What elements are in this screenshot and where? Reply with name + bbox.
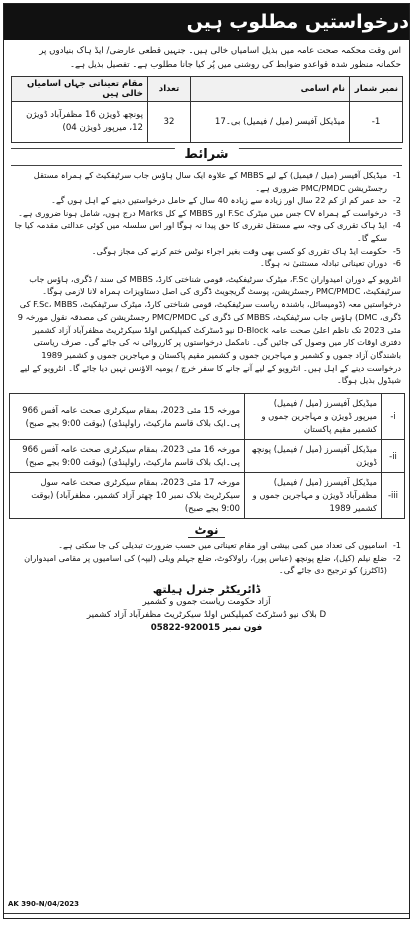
schedule-post: میڈیکل آفیسرز (میل / فیمیل) پونچھ ڈویژن	[245, 440, 382, 473]
table-row	[10, 473, 405, 519]
condition-text: حد عمر کم از کم 22 سال اور زیادہ سے زیادہ 40 سال کے حامل درخواستیں دینے کے اہل ہوں گے۔	[51, 195, 387, 206]
note-heading-text: نوٹ	[188, 523, 224, 538]
list-item	[12, 194, 401, 207]
schedule-number: ii-	[382, 440, 405, 473]
schedule-number: i-	[382, 394, 405, 440]
signature-phone: فون نمبر 920015-05822	[150, 622, 263, 633]
condition-number: 1-	[392, 170, 401, 180]
post-name: میڈیکل آفیسر (میل / فیمیل) بی۔17	[191, 102, 350, 143]
list-item	[12, 245, 401, 258]
schedule-detail: مورخہ 16 مئی 2023، بمقام سیکرٹری صحت عامہ آفس 966 پی۔ایک بلاک قاسم مارکیٹ، راولپنڈی) (بوقت 9:00 بجے صبح)	[10, 440, 245, 473]
posts-table	[11, 76, 403, 143]
condition-text: دوران تعیناتی تبادلہ مستثنیٰ نہ ہوگا۔	[259, 258, 387, 269]
schedule-post: میڈیکل آفیسرز (میل / فیمیل) مظفرآباد ڈویژن و مہاجرین جموں و کشمیر 1989	[245, 473, 382, 519]
condition-text: درخواست کے ہمراہ CV جس میں میٹرک F.Sc اور MBBS کے کل Marks درج ہوں، شامل ہونا ضروری ہے۔	[18, 207, 387, 218]
schedule-detail: مورخہ 17 مئی 2023، بمقام سیکرٹری صحت عامہ سول سیکرٹریٹ بلاک نمبر 10 چھتر آزاد کشمیر، مظفرآباد) (بوقت 9:00 بجے صبح)	[10, 473, 245, 519]
conditions-heading: شرائط	[174, 147, 238, 162]
note-number: 1-	[392, 540, 401, 551]
posts-table-header	[12, 77, 403, 102]
post-place: پونچھ ڈویژن 16 مظفرآباد ڈویژن 12، میرپور ڈویژن 04)	[12, 102, 148, 143]
note-number: 2-	[392, 552, 401, 563]
signature-line-2: D بلاک نیو ڈسٹرکٹ کمپلیکس اولڈ سیکرٹریٹ مظفرآباد آزاد کشمیر	[86, 609, 327, 620]
schedule-post: میڈیکل آفیسرز (میل / فیمیل) میرپور ڈویژن و مہاجرین جموں و کشمیر مقیم پاکستان	[245, 394, 382, 440]
condition-number: 4-	[392, 220, 401, 231]
schedule-number: iii-	[382, 473, 405, 519]
condition-number: 2-	[392, 195, 401, 206]
conditions-heading-bar	[11, 148, 402, 166]
list-item	[12, 257, 401, 270]
condition-number: 3-	[392, 207, 401, 218]
post-count: 32	[148, 102, 191, 143]
header-place: مقام تعیناتی جہاں اسامیاں خالی ہیں	[12, 77, 148, 102]
schedule-detail: مورخہ 15 مئی 2023، بمقام سیکرٹری صحت عامہ آفس 966 پی۔ایک بلاک قاسم مارکیٹ، راولپنڈی) (بوقت 9:00 بجے صبح)	[10, 394, 245, 440]
page-title: درخواستیں مطلوب ہیں	[4, 4, 409, 40]
table-row	[12, 102, 403, 143]
list-item	[12, 169, 401, 194]
condition-text: ایڈ ہاک تقرری کی وجہ سے مستقل تقرری کا حق پیدا نہ ہوگا اور اس سلسلہ میں کوئی عدالتی مقدمہ کیا جا سکے گا۔	[14, 220, 387, 243]
condition-number: 6-	[392, 258, 401, 269]
header-post-name: نام اسامی	[191, 77, 350, 102]
header-serial: نمبر شمار	[350, 77, 403, 102]
bottom-divider	[4, 913, 409, 914]
condition-number: 5-	[392, 245, 401, 256]
intro-paragraph: اس وقت محکمہ صحت عامہ میں بذیل اسامیاں خالی ہیں۔ جنہیں قطعی عارضی/ ایڈ ہاک بنیادوں پر حکمانہ منظور شدہ قواعدو ضوابط کی روشنی میں پُر کیا جانا مطلوب ہے۔ تفصیل بذیل ہے۔	[39, 46, 401, 70]
note-heading	[4, 523, 409, 537]
interview-paragraph: انٹرویو کے دوران امیدواران F.Sc، میٹرک سرٹیفکیٹ، قومی شناختی کارڈ، MBBS کی سند / ڈگری، ہاؤس جاب سرٹیفکیٹ، PMC/PMDC رجسٹریشن، پوسٹ گریجویٹ ڈگری کی اصل دستاویزات ہمراہ لانا لازمی ہوگا۔ درخواستیں معہ (ڈومیسائل، باشندہ ریاست سرٹیفکیٹ، قومی شناختی کارڈ، میٹرک سرٹیفکیٹ، F.Sc، MBBS کی ڈگری، DMC) ہاؤس جاب سرٹیفکیٹ، MBBS کی ڈگری کی PMC/PMDC رجسٹریشن کی مصدقہ نقول مورخہ 9 مئی 2023 تک ناظم اعلیٰ صحت عامہ D-Block نیو ڈسٹرکٹ کمپلیکس اولڈ سیکرٹریٹ مظفرآباد آزاد کشمیر دفتری اوقات کار میں وصول کی جائیں گی۔ نامکمل درخواستوں پر کارروائی نہ کی جائے گی۔ صرف ریاستی باشندگان آزاد جموں و کشمیر و مہاجرین جموں و کشمیر مقیم پاکستان و مہاجرین جموں و کشمیر 1989 درخواست دینے کے اہل ہیں۔ انٹرویو کے لیے آنے جانے کا سفر خرچ / یومیہ الاؤنس نہیں دیا جائے گا۔ انٹرویو کے لیے شیڈول بذیل ہوگا۔	[17, 273, 401, 386]
reference-number: AK 390-N/04/2023	[8, 900, 79, 908]
advertisement-page	[3, 3, 410, 919]
table-row	[10, 394, 405, 440]
note-text: اسامیوں کی تعداد میں کمی بیشی اور مقام تعیناتی میں حسب ضرورت تبدیلی کی جا سکتی ہے۔	[58, 540, 387, 551]
signature-title: ڈائریکٹر جنرل ہیلتھ	[152, 582, 261, 596]
notes-list	[4, 537, 409, 579]
note-text: ضلع نیلم (کیل)، ضلع پونچھ (عباس پور)، راولاکوٹ، ضلع جہلم ویلی (لیپہ) کی اسامیوں پر مقامی امیدواران (ڈاکٹرز) کو ترجیح دی جائے گی۔	[24, 552, 387, 576]
conditions-list	[4, 169, 409, 270]
condition-text: حکومت ایڈ ہاک تقرری کو کسی بھی وقت بغیر اجراء نوٹس ختم کرنے کی مجاز ہوگی۔	[91, 245, 387, 256]
signature-line-1: آزاد حکومت ریاست جموں و کشمیر	[142, 596, 271, 607]
list-item	[12, 552, 401, 577]
list-item	[12, 207, 401, 220]
list-item	[12, 219, 401, 244]
condition-text: میڈیکل آفیسر (میل / فیمیل) کے لیے MBBS کے علاوہ ایک سال ہاؤس جاب سرٹیفکیٹ کے ہمراہ مستقل رجسٹریشن PMC/PMDC ضروری ہے۔	[33, 170, 387, 193]
post-serial: 1-	[350, 102, 403, 143]
table-row	[10, 440, 405, 473]
list-item	[12, 539, 401, 552]
signature-block	[4, 583, 409, 635]
header-count: تعداد	[148, 77, 191, 102]
interview-schedule-table	[9, 393, 405, 519]
